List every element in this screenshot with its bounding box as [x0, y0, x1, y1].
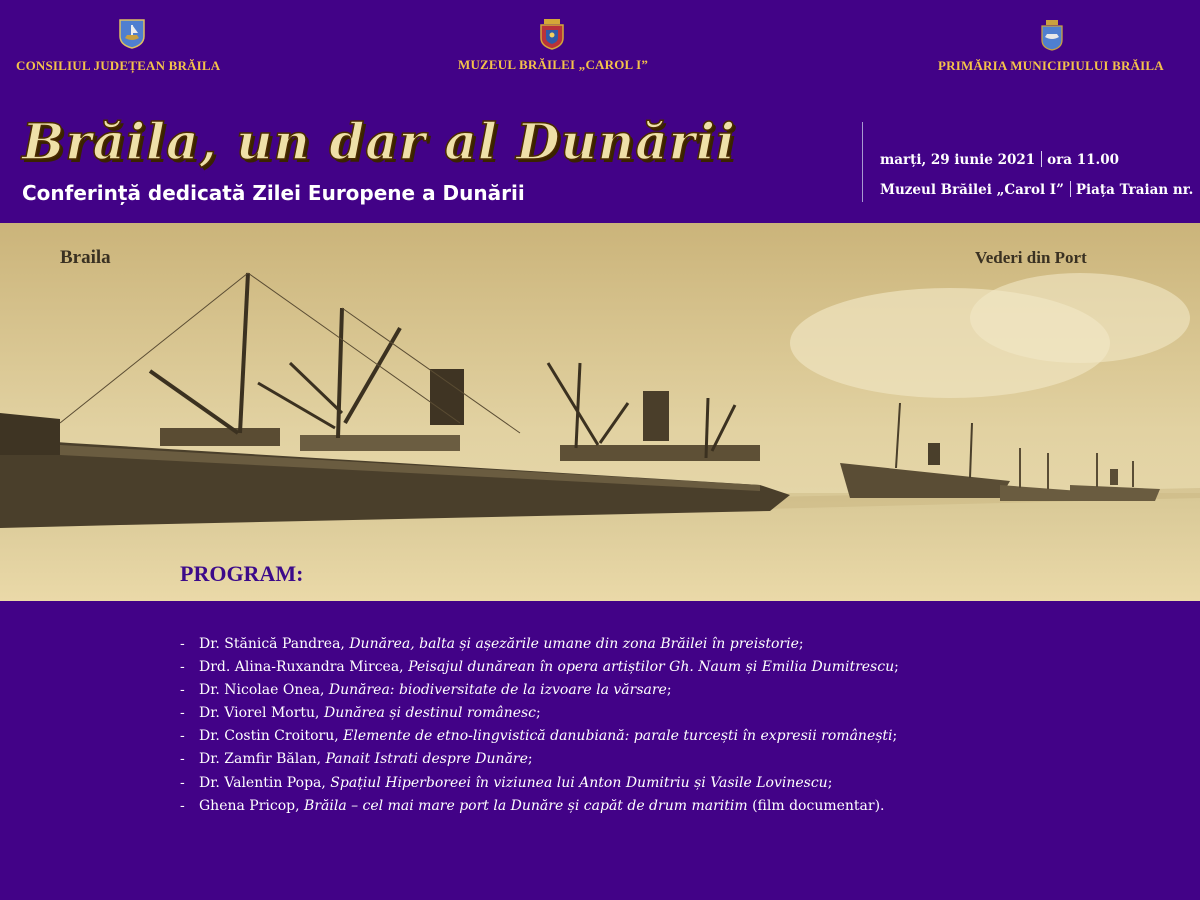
program-item — [180, 633, 1190, 656]
program-suffix: ; — [827, 774, 833, 791]
program-heading: PROGRAM: — [180, 561, 304, 586]
museum-label: MUZEUL BRĂILEI „CAROL I” — [458, 57, 649, 72]
event-date: marți, 29 iunie 2021 — [880, 152, 1036, 168]
event-datetime — [880, 151, 1119, 168]
photo-caption-right: Vederi din Port — [975, 248, 1087, 267]
program-bullet: - — [180, 751, 185, 768]
program-item — [180, 748, 1190, 771]
program-bullet: - — [180, 728, 185, 745]
program-talk-title: Dunărea și destinul românesc — [323, 705, 537, 722]
county-crest-icon — [119, 19, 145, 49]
program-talk-title: Elemente de etno-lingvistică danubiană: parale turcești în expresii românești — [343, 728, 893, 745]
city-hall-label: PRIMĂRIA MUNICIPIULUI BRĂILA — [938, 58, 1164, 73]
event-venue: Muzeul Brăilei „Carol I” — [880, 182, 1064, 198]
program-bullet: - — [180, 705, 185, 722]
program-talk-title: Dunărea, balta și așezările umane din zona Brăilei în preistorie — [349, 636, 799, 652]
harbor-photo — [0, 223, 1200, 601]
event-time: ora 11.00 — [1047, 152, 1119, 168]
program-talk-title: Dunărea: biodiversitate de la izvoare la vărsare — [328, 682, 667, 699]
program-item — [180, 679, 1190, 702]
museum-crest-icon — [537, 18, 567, 50]
program-suffix: (film documentar). — [747, 797, 885, 814]
program-speaker: Dr. Costin Croitoru, — [199, 728, 344, 745]
event-title: Brăila, un dar al Dunării — [22, 112, 737, 171]
county-council-label: CONSILIUL JUDEȚEAN BRĂILA — [16, 58, 221, 73]
program-bullet: - — [180, 659, 185, 676]
program-suffix: ; — [536, 705, 541, 722]
program-suffix: ; — [798, 636, 804, 652]
program-speaker: Dr. Nicolae Onea, — [199, 682, 329, 699]
program-item — [180, 795, 1190, 818]
event-subtitle: Conferință dedicată Zilei Europene a Dunării — [22, 181, 525, 205]
program-item — [180, 772, 1190, 795]
program-speaker: Dr. Zamfir Bălan, — [199, 751, 326, 768]
program-suffix: ; — [892, 728, 898, 745]
program-talk-title: Panait Istrati despre Dunăre — [325, 751, 528, 768]
program-suffix: ; — [894, 659, 899, 676]
program-bullet: - — [180, 774, 185, 791]
program-talk-title: Peisajul dunărean în opera artiștilor Gh. Naum și Emilia Dumitrescu — [408, 659, 895, 676]
program-list — [180, 633, 1190, 818]
program-bullet: - — [180, 682, 185, 699]
info-divider — [862, 122, 863, 202]
program-suffix: ; — [666, 682, 672, 699]
program-bullet: - — [180, 797, 185, 814]
program-speaker: Drd. Alina-Ruxandra Mircea, — [199, 659, 409, 676]
program-item — [180, 702, 1190, 725]
program-talk-title: Spațiul Hiperboreei în viziunea lui Anton Dumitriu și Vasile Lovinescu — [330, 774, 828, 791]
program-speaker: Dr. Stănică Pandrea, — [199, 636, 350, 652]
city-hall-crest-icon — [1041, 19, 1063, 51]
program-speaker: Dr. Valentin Popa, — [199, 774, 331, 791]
program-item — [180, 725, 1190, 748]
event-address: Piața Traian nr. — [1075, 182, 1194, 198]
photo-caption-left: Braila — [60, 247, 111, 268]
info-separator — [1041, 151, 1042, 167]
program-suffix: ; — [527, 751, 533, 768]
program-item — [180, 656, 1190, 679]
info-separator — [1070, 181, 1071, 197]
event-location — [880, 181, 1193, 198]
program-speaker: Ghena Pricop, — [199, 797, 305, 814]
program-talk-title: Brăila – cel mai mare port la Dunăre și capăt de drum maritim — [304, 797, 748, 814]
program-speaker: Dr. Viorel Mortu, — [199, 705, 324, 722]
program-bullet: - — [180, 636, 185, 652]
